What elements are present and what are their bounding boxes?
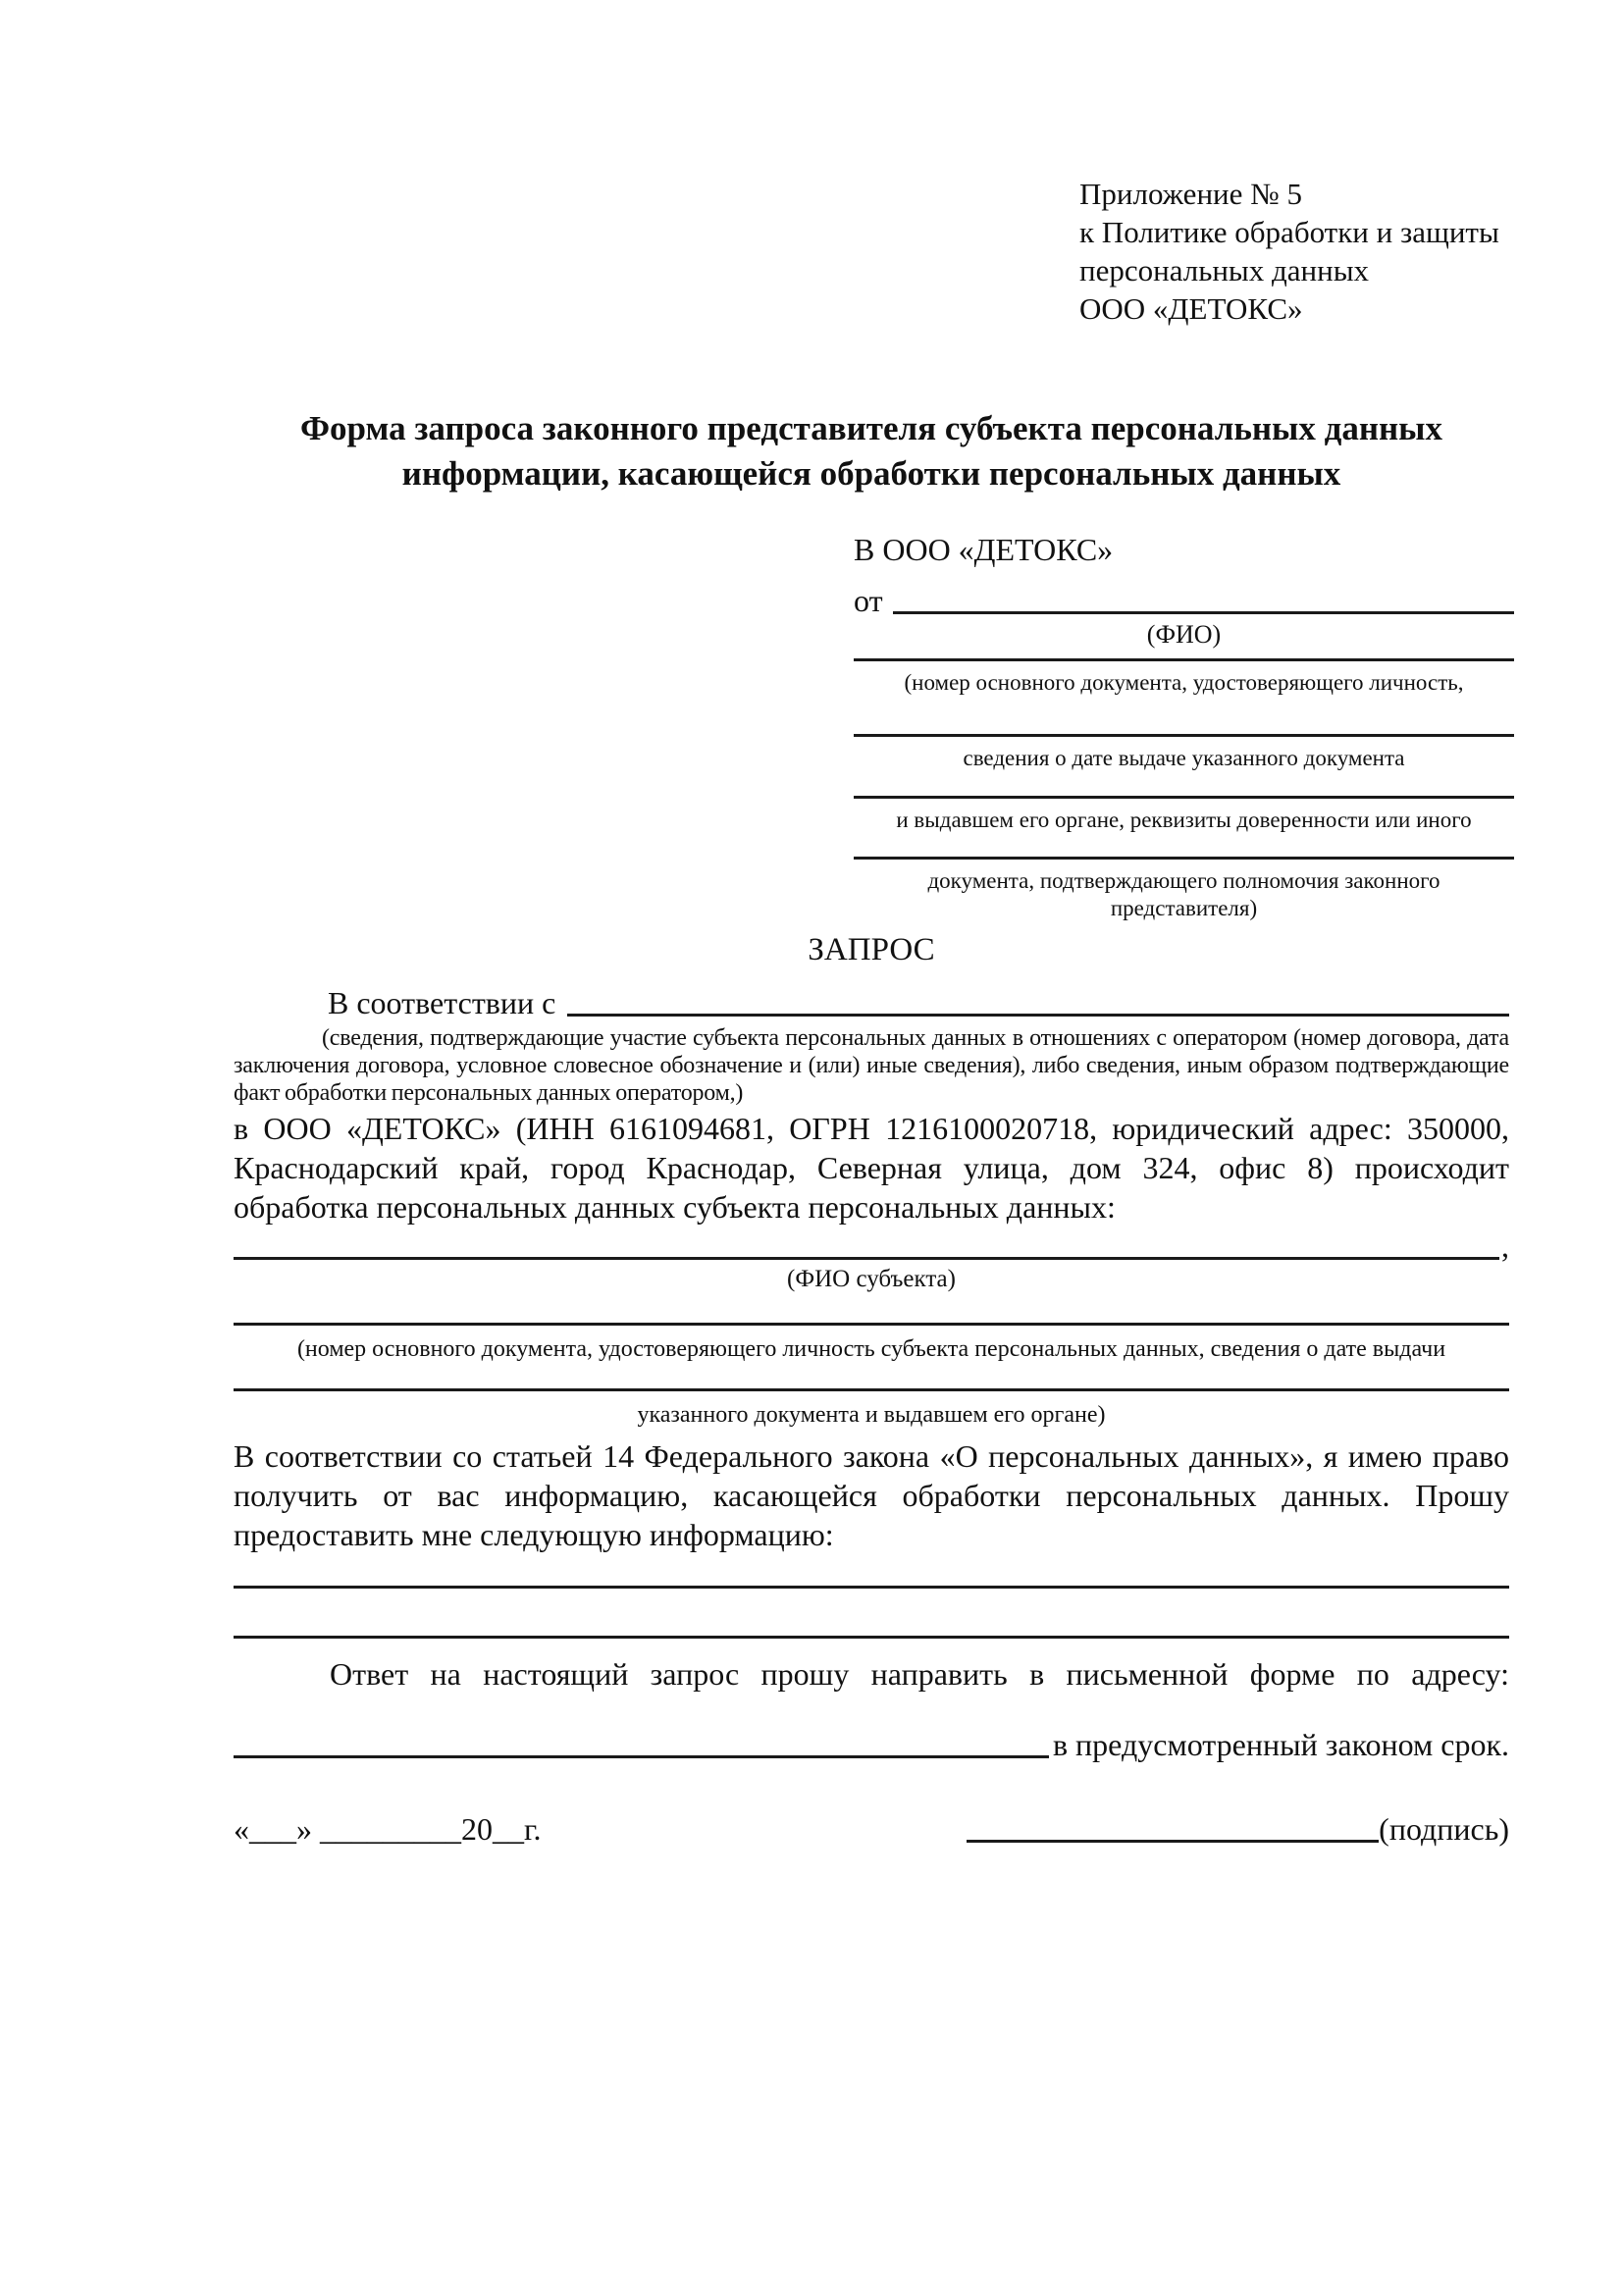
signature-row xyxy=(234,1809,1509,1849)
form-title: Форма запроса законного представителя субъекта персональных данных информации, касающейся обработки персональных данных xyxy=(300,409,1442,493)
reply-paragraph: Ответ на настоящий запрос прошу направить в письменной форме по адресу: xyxy=(330,1656,1509,1692)
fio-caption: (ФИО) xyxy=(1146,620,1222,649)
info-blank-line xyxy=(234,1586,1509,1589)
blank-line xyxy=(854,796,1514,799)
from-blank-line xyxy=(893,611,1514,614)
blank-line xyxy=(854,734,1514,737)
appendix-line: персональных данных xyxy=(1079,253,1370,287)
law-paragraph: В соответствии со статьей 14 Федерального закона «О персональных данных», я имею право получить от вас информацию, касающейся обработки персональных данных. Прошу предоставить мне следующую информацию: xyxy=(234,1438,1509,1552)
doc-caption: документа, подтверждающего полномочия законного представителя) xyxy=(927,868,1440,920)
subject-fio-row xyxy=(234,1226,1509,1266)
appendix-note xyxy=(1079,175,1499,328)
appendix-line: Приложение № 5 xyxy=(1079,177,1302,211)
trailing-comma: , xyxy=(1501,1228,1509,1264)
doc-caption: (номер основного документа, удостоверяющего личность, xyxy=(904,670,1464,695)
blank-line xyxy=(234,1323,1509,1326)
signature-blank-line xyxy=(967,1840,1379,1843)
from-label: от xyxy=(854,583,883,618)
subject-doc-caption: указанного документа и выдавшем его органе) xyxy=(637,1402,1106,1428)
signature-caption: (подпись) xyxy=(1379,1811,1509,1847)
accordance-row xyxy=(234,983,1509,1022)
reply-tail: в предусмотренный законом срок. xyxy=(1052,1727,1509,1762)
appendix-line: к Политике обработки и защиты xyxy=(1079,215,1499,249)
from-row xyxy=(854,581,1514,620)
blank-line xyxy=(234,1388,1509,1391)
subject-fio-caption: (ФИО субъекта) xyxy=(787,1266,956,1292)
appendix-line: ООО «ДЕТОКС» xyxy=(1079,291,1303,326)
blank-line xyxy=(854,658,1514,661)
info-blank-line xyxy=(234,1636,1509,1639)
accordance-note: (сведения, подтверждающие участие субъекта персональных данных в отношениях с оператором (номер договора, дата заключения договора, условное словесное обозначение и (или) иные сведения), либо сведения, иным образом подтверждающие факт обработки персональных данных оператором,) xyxy=(234,1025,1509,1106)
addressee-block xyxy=(854,530,1514,922)
request-heading: ЗАПРОС xyxy=(808,932,935,967)
operator-paragraph: в ООО «ДЕТОКС» (ИНН 6161094681, ОГРН 1216100020718, юридический адрес: 350000, Краснодарский край, город Краснодар, Северная улица, дом 324, офис 8) происходит обработка персональных данных субъекта персональных данных: xyxy=(234,1111,1509,1225)
addressee-company: В ООО «ДЕТОКС» xyxy=(854,532,1114,567)
signature-area xyxy=(967,1809,1509,1849)
doc-caption: и выдавшем его органе, реквизиты доверенности или иного xyxy=(896,808,1472,832)
blank-line xyxy=(854,857,1514,860)
reply-address-blank-line xyxy=(234,1755,1049,1758)
accordance-label: В соответствии с xyxy=(328,985,556,1020)
accordance-blank-line xyxy=(567,1014,1509,1017)
date-line: «___» _________20__г. xyxy=(234,1811,542,1847)
subject-doc-caption: (номер основного документа, удостоверяющего личность субъекта персональных данных, сведения о дате выдачи xyxy=(296,1336,1446,1362)
doc-caption: сведения о дате выдаче указанного документа xyxy=(963,746,1405,770)
request-body xyxy=(234,930,1509,1849)
subject-fio-blank-line xyxy=(234,1257,1499,1260)
reply-address-row xyxy=(234,1725,1509,1764)
